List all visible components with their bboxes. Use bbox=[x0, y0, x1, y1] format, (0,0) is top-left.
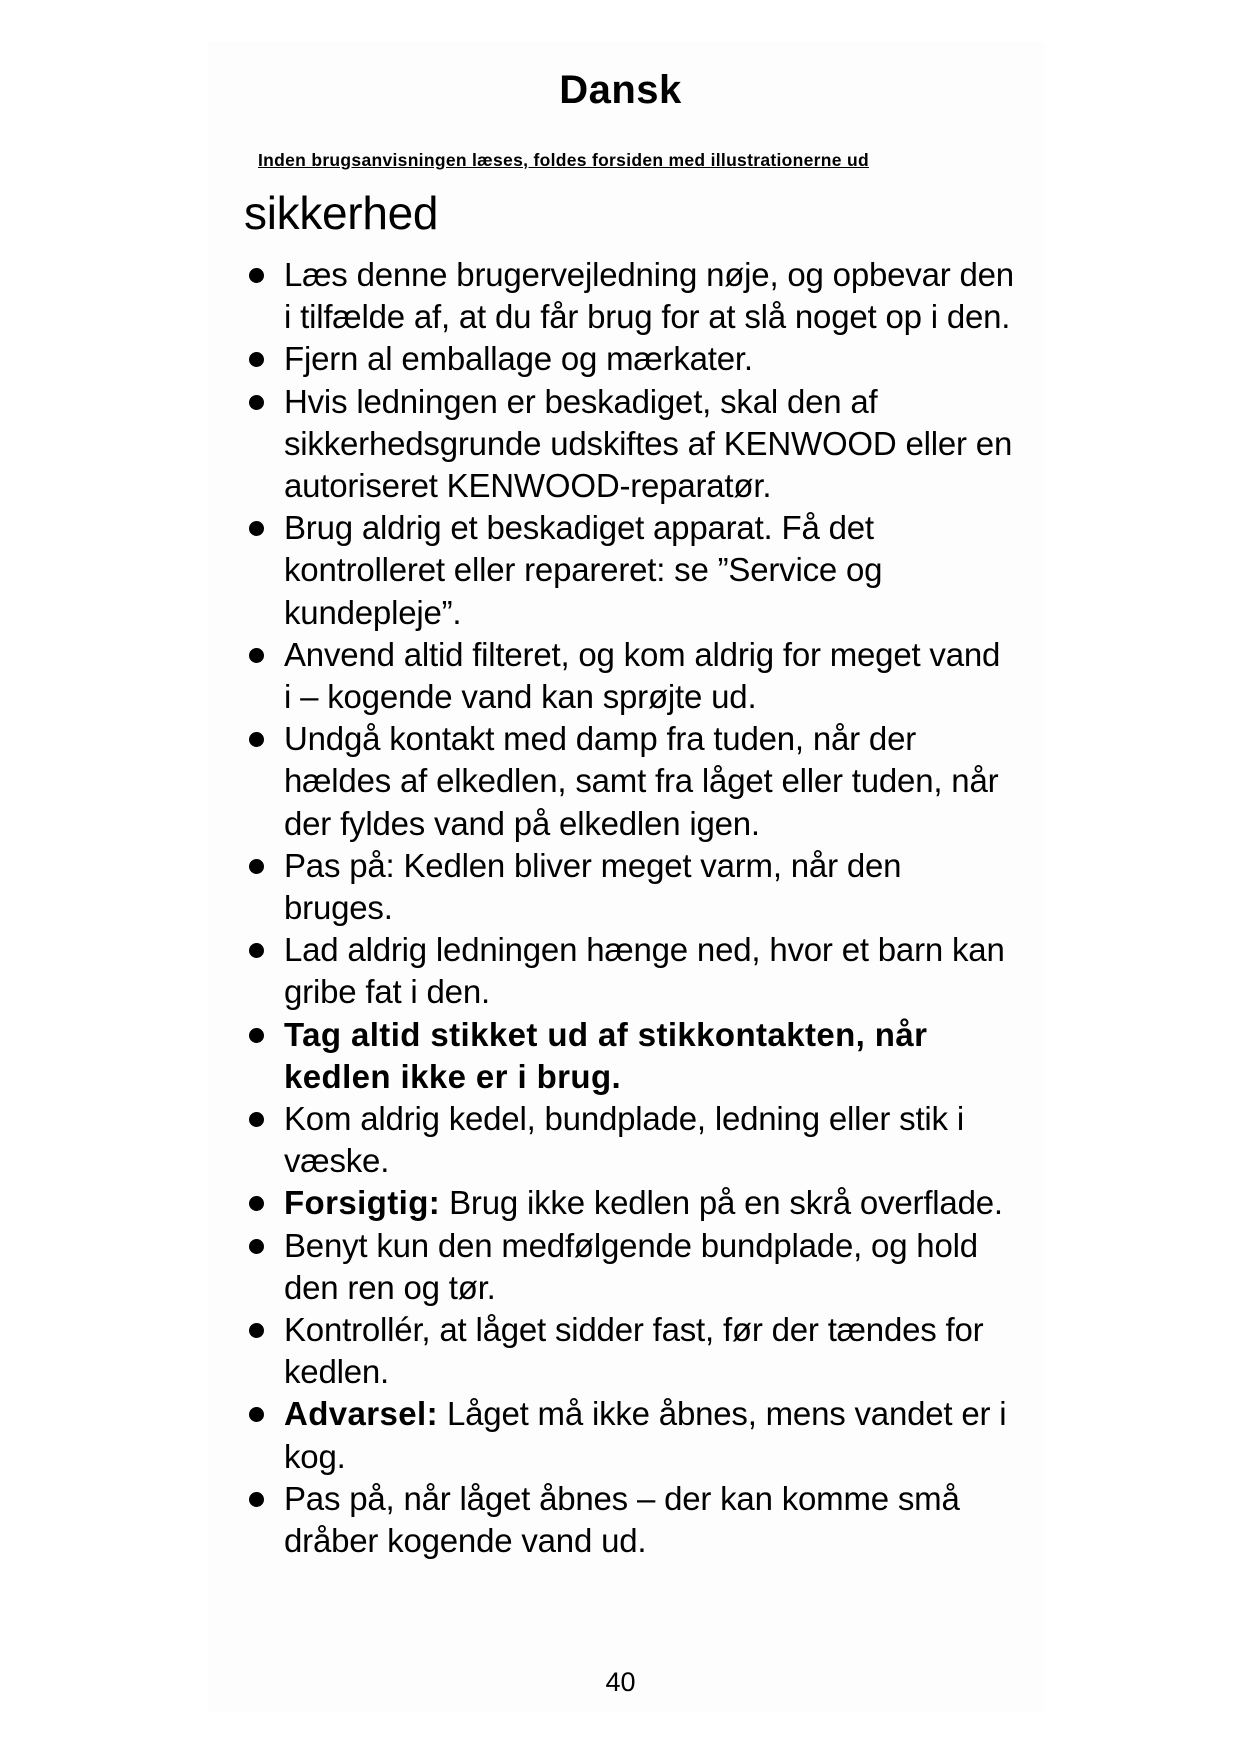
list-item bbox=[244, 381, 1014, 508]
bullet-icon bbox=[249, 859, 264, 874]
item-bold: Forsigtig: bbox=[284, 1184, 441, 1222]
list-item bbox=[244, 254, 1014, 338]
list-item bbox=[244, 1182, 1014, 1224]
item-bold: Tag altid stikket ud af stikkontakten, når kedlen ikke er i brug. bbox=[284, 1015, 928, 1095]
list-item bbox=[244, 1098, 1014, 1182]
item-text: Brug ikke kedlen på en skrå overflade. bbox=[440, 1184, 1003, 1222]
section-heading: sikkerhed bbox=[244, 187, 439, 239]
item-bold: Advarsel: bbox=[284, 1395, 439, 1433]
item-text: Anvend altid filteret, og kom aldrig for meget vand i – kogende vand kan sprøjte ud. bbox=[284, 635, 1001, 716]
bullet-icon bbox=[249, 1492, 264, 1507]
fold-out-notice: Inden brugsanvisningen læses, foldes forsiden med illustrationerne ud bbox=[258, 150, 869, 170]
safety-list bbox=[244, 254, 1014, 1562]
item-text: Kontrollér, at låget sidder fast, før der tændes for kedlen. bbox=[284, 1311, 984, 1391]
list-item bbox=[244, 507, 1014, 634]
bullet-icon bbox=[249, 1028, 264, 1043]
list-item bbox=[244, 634, 1014, 718]
item-text: Undgå kontakt med damp fra tuden, når der hældes af elkedlen, samt fra låget eller tuden, når der fyldes vand på elkedlen igen. bbox=[284, 720, 999, 842]
bullet-icon bbox=[249, 1112, 264, 1127]
list-item bbox=[244, 1309, 1014, 1393]
item-text: Kom aldrig kedel, bundplade, ledning eller stik i væske. bbox=[284, 1100, 964, 1180]
list-item bbox=[244, 1393, 1014, 1477]
bullet-icon bbox=[249, 352, 264, 367]
list-item bbox=[244, 1478, 1014, 1562]
item-text: Pas på, når låget åbnes – der kan komme små dråber kogende vand ud. bbox=[284, 1479, 960, 1560]
item-text: Benyt kun den medfølgende bundplade, og hold den ren og tør. bbox=[284, 1226, 978, 1306]
list-item bbox=[244, 845, 1014, 929]
item-text: Læs denne brugervejledning nøje, og opbevar den i tilfælde af, at du får brug for at slå noget op i den. bbox=[284, 256, 1014, 336]
bullet-icon bbox=[249, 1323, 264, 1338]
bullet-icon bbox=[249, 268, 264, 283]
bullet-icon bbox=[249, 395, 264, 410]
item-text: Hvis ledningen er beskadiget, skal den af sikkerhedsgrunde udskiftes af KENWOOD eller en autoriseret KENWOOD-reparatør. bbox=[284, 382, 1013, 505]
list-item bbox=[244, 1014, 1014, 1098]
bullet-icon bbox=[249, 521, 264, 536]
bullet-icon bbox=[249, 1407, 264, 1422]
item-text: Låget må ikke åbnes, mens vandet er i kog. bbox=[284, 1395, 1007, 1475]
list-item bbox=[244, 929, 1014, 1013]
language-title: Dansk bbox=[559, 68, 682, 112]
bullet-icon bbox=[249, 732, 264, 747]
list-item bbox=[244, 718, 1014, 845]
bullet-icon bbox=[249, 1196, 264, 1211]
item-text: Lad aldrig ledningen hænge ned, hvor et barn kan gribe fat i den. bbox=[284, 931, 1005, 1011]
bullet-icon bbox=[249, 648, 264, 663]
page-number: 40 bbox=[605, 1667, 636, 1697]
bullet-icon bbox=[249, 943, 264, 958]
bullet-icon bbox=[249, 1239, 264, 1254]
item-text: Fjern al emballage og mærkater. bbox=[284, 340, 753, 378]
list-item bbox=[244, 1225, 1014, 1309]
item-text: Brug aldrig et beskadiget apparat. Få det kontrolleret eller repareret: se ”Service og kundepleje”. bbox=[284, 509, 883, 631]
item-text: Pas på: Kedlen bliver meget varm, når den bruges. bbox=[284, 846, 902, 927]
list-item bbox=[244, 338, 1014, 380]
